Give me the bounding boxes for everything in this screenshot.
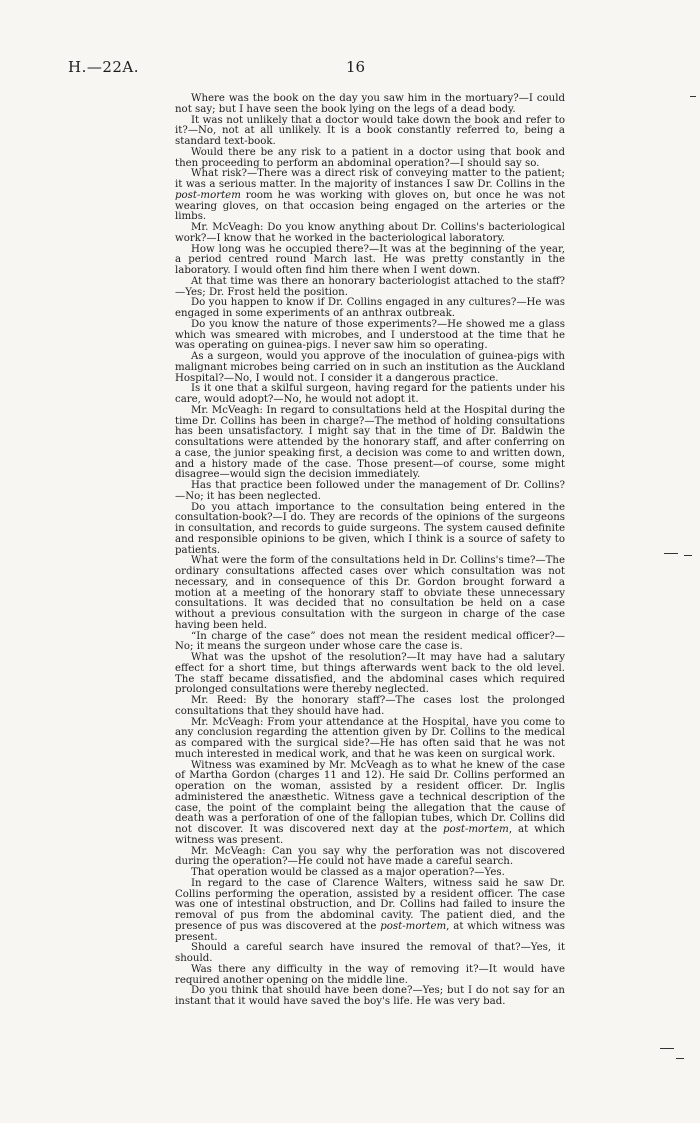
margin-mark — [684, 555, 692, 556]
paragraph: Do you know the nature of those experiments?—He showed me a glass which was smeared with microbes, and I understood at the time that he was operating on guinea-pigs. I never saw him so operating. — [175, 318, 565, 352]
paragraph: Has that practice been followed under the management of Dr. Collins?—No; it has been neglected. — [175, 480, 565, 502]
paragraph: Was there any difficulty in the way of removing it?—It would have required another opening on the middle line. — [175, 963, 565, 986]
paragraph: Mr. McVeagh: Do you know anything about Dr. Collins's bacteriological work?—I know that he worked in the bacteriological laboratory. — [175, 222, 565, 244]
paragraph: Do you attach importance to the consultation being entered in the consultation-book?—I do. They are records of the opinions of the surgeons in consultation, and records to guide surgeons. The system caused definite and responsible opinions to be given, which I think is a source of safety to patients. — [175, 501, 565, 556]
paragraph: Do you happen to know if Dr. Collins engaged in any cultures?—He was engaged in some experiments of an anthrax outbreak. — [175, 297, 565, 319]
paragraph: What was the upshot of the resolution?—It may have had a salutary effect for a short time, but things afterwards went back to the old level. The staff became dissatisfied, and the abdominal cases which required prolonged consultations were thereby neglected. — [175, 652, 565, 696]
paragraph: As a surgeon, would you approve of the inoculation of guinea-pigs with malignant microbes being carried on in such an institution as the Auckland Hospital?—No, I would not. I consider it a dangerous practice. — [175, 351, 565, 384]
paragraph: Mr. McVeagh: In regard to consultations held at the Hospital during the time Dr. Collins has been in charge?—The method of holding consultations has been unsatisfactory. I might say that in the time of Dr. Baldwin the consultations were attended by the honorary staff, and after conferring on a case, the junior speaking first, a decision was come to and written down, and a history made of the case. Those present—of course, some might disagree—would sign the decision immediately. — [175, 404, 565, 481]
paragraph: Where was the book on the day you saw him in the mortuary?—I could not say; but I have seen the book lying on the legs of a dead body. — [175, 93, 565, 115]
paragraph: Witness was examined by Mr. McVeagh as to what he knew of the case of Martha Gordon (charges 11 and 12). He said Dr. Collins performed an operation on the woman, assisted by a resident officer. Dr. Inglis administered the anæsthetic. Witness gave a technical description of the case, the point of the complaint being the allegation that the cause of death was a perforation of one of the fallopian tubes, which Dr. Collins did not discover. It was discovered next day at the post-mortem, at which witness was present. — [175, 759, 565, 846]
margin-mark — [690, 96, 696, 97]
paragraph: What risk?—There was a direct risk of conveying matter to the patient; it was a serious matter. In the majority of instances I saw Dr. Collins in the post-mortem room he was working with gloves on, but once he was not wearing gloves, on that occasion being engaged on the arteries or the limbs. — [175, 168, 565, 223]
paragraph: How long was he occupied there?—It was at the beginning of the year, a period centred round March last. He was pretty constantly in the laboratory. I would often find him there when I went down. — [175, 243, 565, 276]
paragraph: Mr. McVeagh: Can you say why the perforation was not discovered during the operation?—He could not have made a careful search. — [175, 845, 565, 868]
paragraph: Should a careful search have insured the removal of that?—Yes, it should. — [175, 942, 565, 964]
paragraph: At that time was there an honorary bacteriologist attached to the staff?—Yes; Dr. Frost held the position. — [175, 275, 565, 298]
paragraph: Mr. Reed: By the honorary staff?—The cases lost the prolonged consultations that they should have had. — [175, 695, 565, 717]
paragraph: In regard to the case of Clarence Walters, witness said he saw Dr. Collins performing the operation, assisted by a resident officer. The case was one of intestinal obstruction, and Dr. Collins had failed to insure the removal of pus from the abdominal cavity. The patient died, and the presence of pus was discovered at the post-mortem, at which witness was present. — [175, 877, 566, 943]
page-header — [0, 58, 700, 78]
paragraph: Would there be any risk to a patient in a doctor using that book and then proceeding to perform an abdominal operation?—I should say so. — [175, 146, 565, 169]
paragraph: Mr. McVeagh: From your attendance at the Hospital, have you come to any conclusion regarding the attention given by Dr. Collins to the medical as compared with the surgical side?—He has often said that he was not much interested in medical work, and that he was keen on surgical work. — [175, 716, 565, 760]
paragraph: “In charge of the case” does not mean the resident medical officer?—No; it means the surgeon under whose care the case is. — [175, 630, 565, 653]
document-reference: H.—22A. — [68, 58, 140, 76]
margin-mark — [660, 1048, 674, 1049]
margin-mark — [676, 1058, 684, 1059]
page-number: 16 — [346, 58, 366, 76]
paragraph: Is it one that a skilful surgeon, having regard for the patients under his care, would adopt?—No, he would not adopt it. — [175, 383, 565, 405]
paragraph: That operation would be classed as a major operation?—Yes. — [191, 867, 505, 878]
margin-mark — [664, 553, 678, 554]
paragraph: What were the form of the consultations held in Dr. Collins's time?—The ordinary consultations affected cases over which consultation was not necessary, and in consequence of this Dr. Gordon brought forward a motion at a meeting of the honorary staff to obviate these unnecessary consultations. It was decided that no consultation be held on a case without a previous consultation with the surgeon in charge of the case having been held. — [175, 555, 566, 631]
paragraph: It was not unlikely that a doctor would take down the book and refer to it?—No, not at all unlikely. It is a book constantly referred to, being a standard text-book. — [175, 114, 565, 147]
body-text — [175, 94, 565, 1008]
paragraph: Do you think that should have been done?—Yes; but I do not say for an instant that it would have saved the boy's life. He was very bad. — [175, 985, 565, 1007]
